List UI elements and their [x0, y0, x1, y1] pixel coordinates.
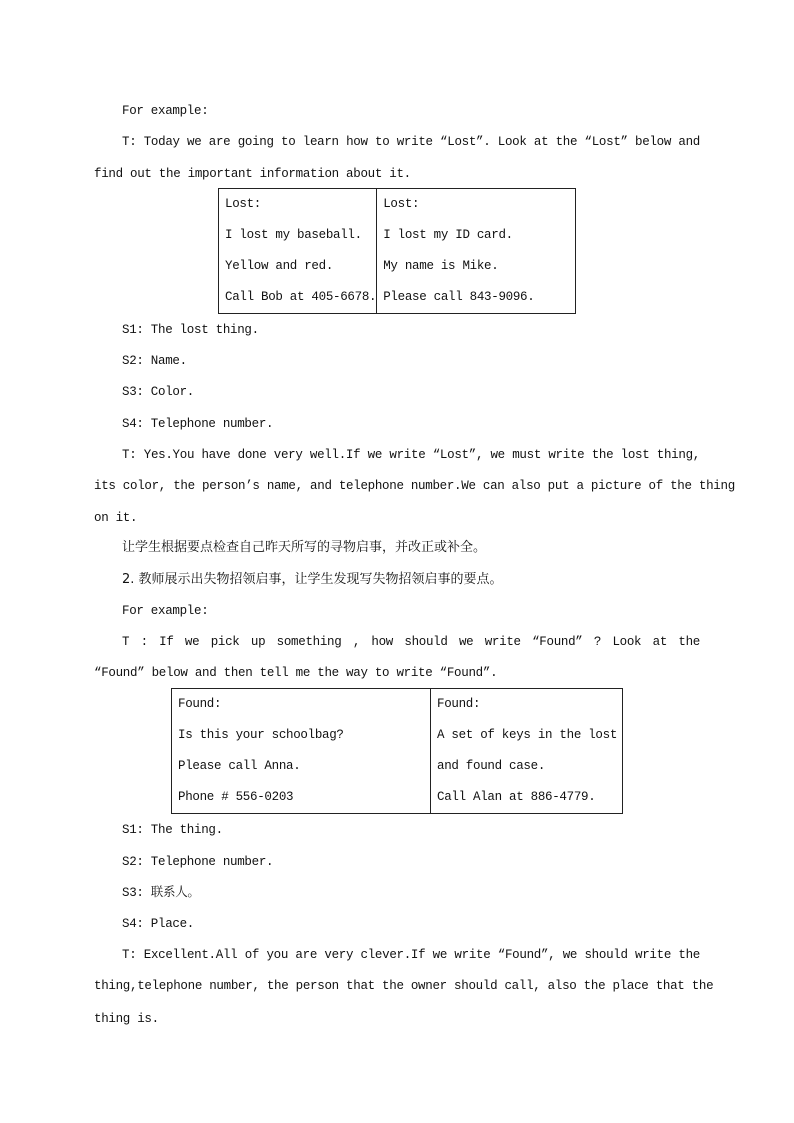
- found-notice-table: [171, 688, 623, 814]
- lost-left-line: Yellow and red.: [225, 259, 334, 273]
- teacher-line-3a: T : If we pick up something , how should we write “Found” ? Look at the: [122, 635, 700, 649]
- lost-notice-right: [377, 189, 576, 314]
- found-right-line: and found case.: [437, 759, 546, 773]
- teacher-line-4a: T: Excellent.All of you are very clever.If we write “Found”, we should write the: [122, 948, 700, 962]
- student-answer: S1: The thing.: [122, 823, 223, 837]
- chinese-instruction-2: 2. 教师展示出失物招领启事，让学生发现写失物招领启事的要点。: [122, 572, 503, 587]
- student-answer: S1: The lost thing.: [122, 323, 259, 337]
- example-heading: For example:: [122, 104, 209, 118]
- found-left-line: Found:: [178, 697, 222, 711]
- teacher-line-2c: on it.: [94, 511, 138, 525]
- found-notice-left: [172, 689, 431, 814]
- found-left-line: Phone # 556-0203: [178, 790, 294, 804]
- teacher-line-4b: thing,telephone number, the person that the owner should call, also the place that the: [94, 979, 714, 993]
- found-left-line: Is this your schoolbag?: [178, 728, 344, 742]
- student-answer: S4: Telephone number.: [122, 417, 274, 431]
- student-answer: S2: Telephone number.: [122, 855, 274, 869]
- student-answer: S4: Place.: [122, 917, 195, 931]
- lost-notice-left: [219, 189, 377, 314]
- teacher-line-2b: its color, the person’s name, and telephone number.We can also put a picture of the thing: [94, 479, 735, 493]
- student-answer: S3: Color.: [122, 385, 195, 399]
- lost-right-line: My name is Mike.: [383, 259, 499, 273]
- lost-right-line: Please call 843-9096.: [383, 290, 535, 304]
- found-notice-right: [431, 689, 623, 814]
- student-answer: S2: Name.: [122, 354, 187, 368]
- teacher-line-2a: T: Yes.You have done very well.If we write “Lost”, we must write the lost thing,: [122, 448, 700, 462]
- lost-notice-table: [218, 188, 576, 314]
- student-answer: S3: 联系人。: [122, 886, 200, 900]
- teacher-line-4c: thing is.: [94, 1012, 159, 1026]
- lost-left-line: Lost:: [225, 197, 262, 211]
- teacher-line-3b: “Found” below and then tell me the way to write “Found”.: [94, 666, 498, 680]
- teacher-line-1a: T: Today we are going to learn how to write “Lost”. Look at the “Lost” below and: [122, 135, 700, 149]
- found-left-line: Please call Anna.: [178, 759, 301, 773]
- teacher-line-1b: find out the important information about it.: [94, 167, 411, 181]
- lost-left-line: Call Bob at 405-6678.: [225, 290, 377, 304]
- found-right-line: A set of keys in the lost: [437, 728, 618, 742]
- chinese-instruction-1: 让学生根据要点检查自己昨天所写的寻物启事，并改正或补全。: [122, 540, 487, 555]
- example-heading: For example:: [122, 604, 209, 618]
- lost-left-line: I lost my baseball.: [225, 228, 362, 242]
- lost-right-line: Lost:: [383, 197, 420, 211]
- lost-right-line: I lost my ID card.: [383, 228, 513, 242]
- found-right-line: Call Alan at 886-4779.: [437, 790, 596, 804]
- found-right-line: Found:: [437, 697, 481, 711]
